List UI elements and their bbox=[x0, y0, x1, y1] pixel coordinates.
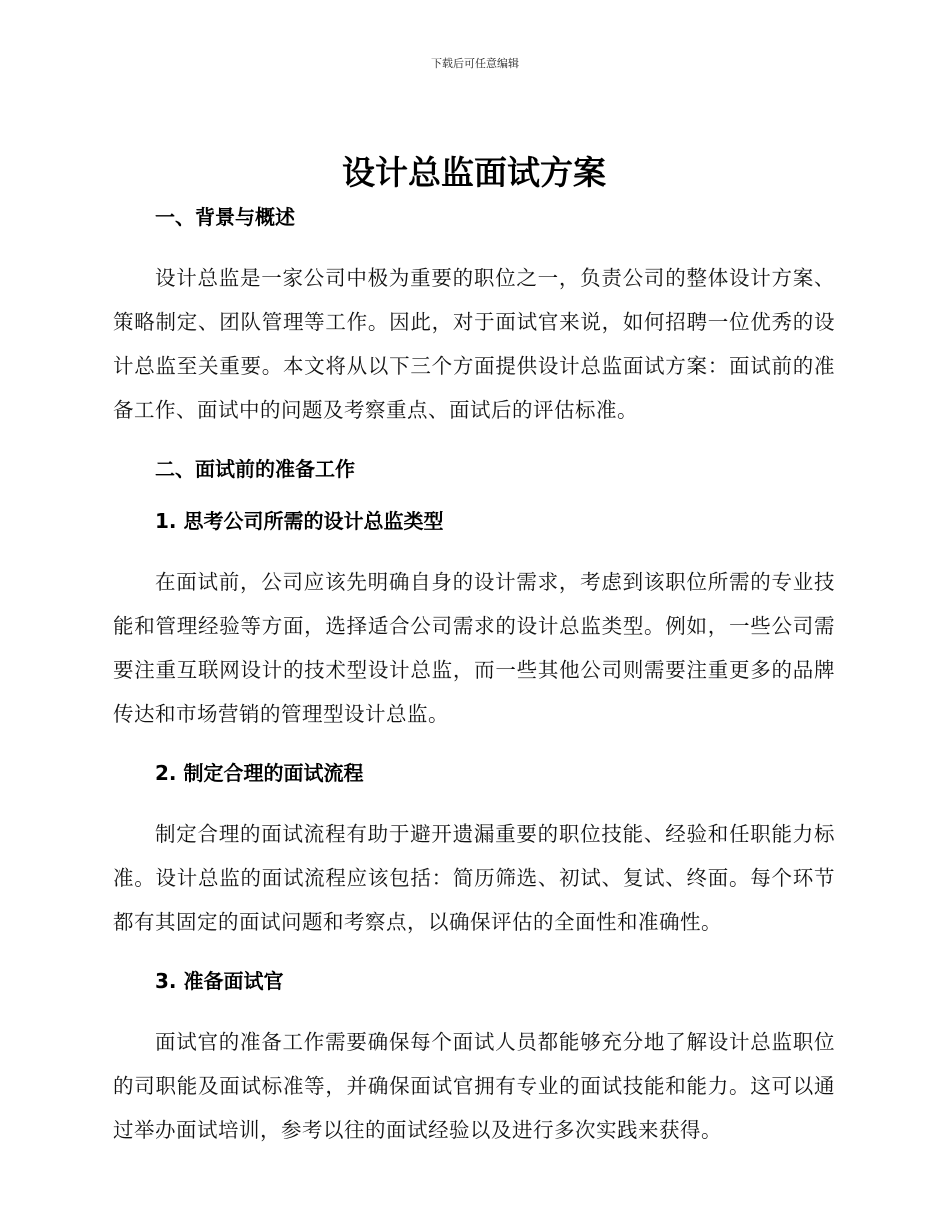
section-heading-preparation: 二、面试前的准备工作 bbox=[155, 457, 355, 481]
subheading-interviewers: 3. 准备面试官 bbox=[155, 969, 284, 993]
document-body bbox=[113, 150, 835, 1152]
subheading-designer-type: 1. 思考公司所需的设计总监类型 bbox=[155, 509, 444, 533]
paragraph-interviewers: 面试官的准备工作需要确保每个面试人员都能够充分地了解设计总监职位的司职能及面试标准等，并确保面试官拥有专业的面试技能和能力。这可以通过举办面试培训，参考以往的面试经验以及进行多次实践来获得。 bbox=[113, 1030, 835, 1142]
paragraph-background: 设计总监是一家公司中极为重要的职位之一，负责公司的整体设计方案、策略制定、团队管理等工作。因此，对于面试官来说，如何招聘一位优秀的设计总监至关重要。本文将从以下三个方面提供设计总监面试方案：面试前的准备工作、面试中的问题及考察重点、面试后的评估标准。 bbox=[113, 266, 835, 422]
header-note: 下载后可任意编辑 bbox=[431, 57, 519, 70]
subheading-interview-process: 2. 制定合理的面试流程 bbox=[155, 761, 364, 785]
paragraph-designer-type: 在面试前，公司应该先明确自身的设计需求，考虑到该职位所需的专业技能和管理经验等方面，选择适合公司需求的设计总监类型。例如，一些公司需要注重互联网设计的技术型设计总监，而一些其他公司则需要注重更多的品牌传达和市场营销的管理型设计总监。 bbox=[113, 570, 835, 726]
document-title: 设计总监面试方案 bbox=[342, 153, 606, 192]
paragraph-interview-process: 制定合理的面试流程有助于避开遗漏重要的职位技能、经验和任职能力标准。设计总监的面试流程应该包括：简历筛选、初试、复试、终面。每个环节都有其固定的面试问题和考察点，以确保评估的全面性和准确性。 bbox=[113, 822, 835, 934]
section-heading-background: 一、背景与概述 bbox=[155, 205, 295, 229]
